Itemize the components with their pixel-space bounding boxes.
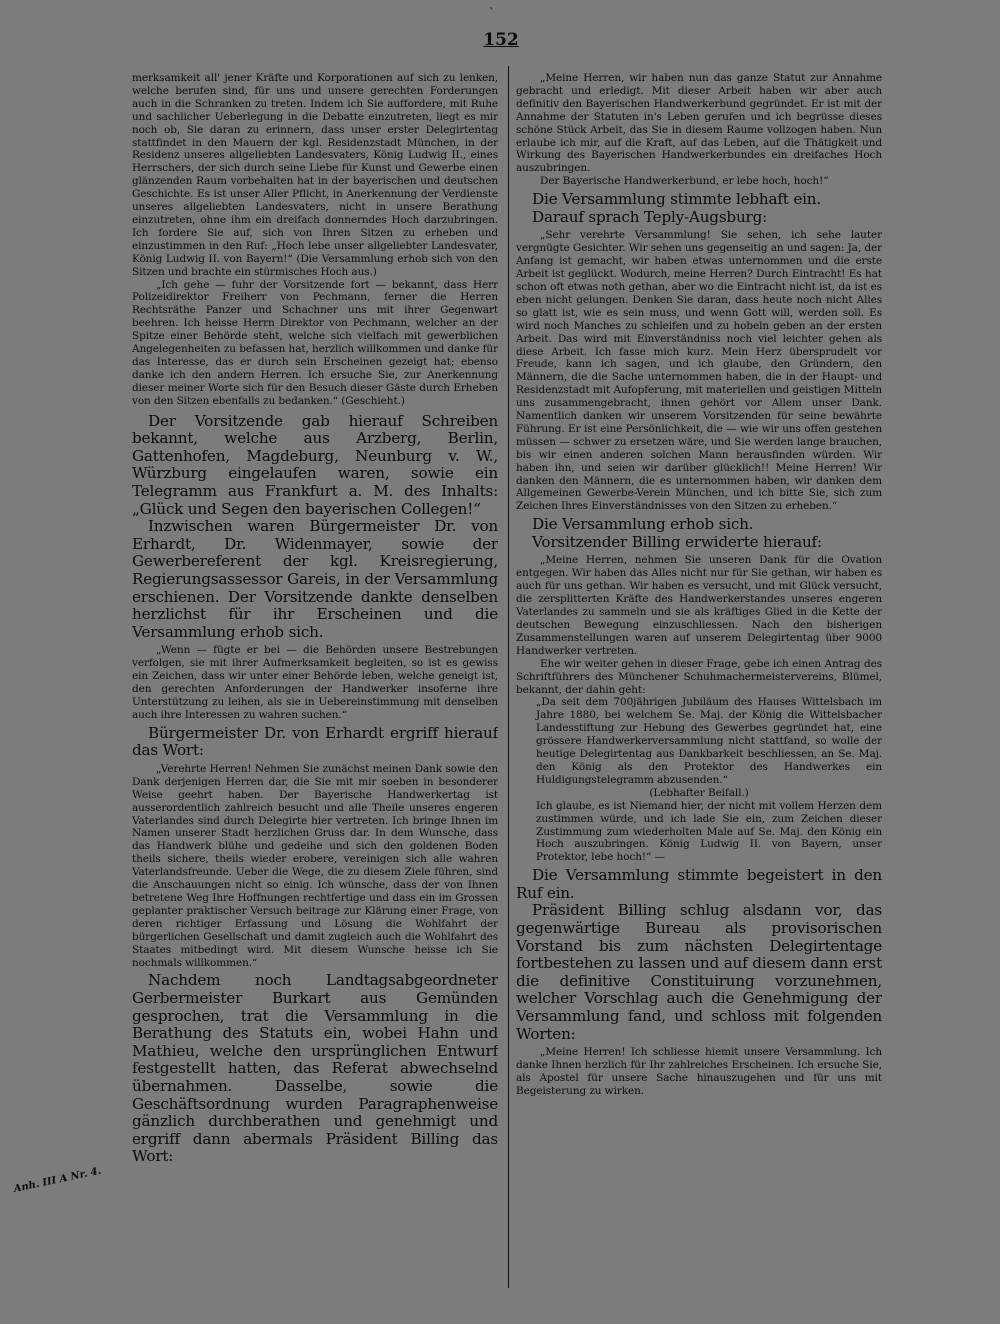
paragraph: „Ich gehe — fuhr der Vorsitzende fort — bekannt, dass Herr Polizeidirektor Freiherr von Pechmann, ferner die Herren Rechtsräthe Panzer und Schachner uns mit ihrer Gegenwart beehren. Ich heisse Herrn Direktor von Pechmann, welcher an der Spitze einer Behörde steht, welche sich vielfach mit gewerblichen Angelegenheiten zu befassen hat, herzlich willkommen und danke für das Interesse, das er durch sein Erscheinen gezeigt hat; ebenso danke ich den andern Herren. Ich ersuche Sie, zur Anerkennung dieser meiner Worte sich für den Besuch dieser Gäste durch Erheben von den Sitzen ebenfalls zu bedanken.“ (Geschieht.) [132,278,498,407]
paragraph: Der Bayerische Handwerkerbund, er lebe hoch, hoch!“ [540,175,829,188]
paragraph: Ehe wir weiter gehen in dieser Frage, gebe ich einen Antrag des Schriftführers des Münchener Schuhmachermeistervereins, Blümel, bekannt, der dahin geht: [516,657,882,696]
paragraph: Die Versammlung erhob sich. [532,515,754,534]
right-column [516,72,882,1290]
paragraph: Nachdem noch Landtagsabgeordneter Gerbermeister Burkart aus Gemünden gesprochen, trat die Versammlung in die Berathung des Statuts ein, wobei Hahn und Mathieu, welche den ursprünglichen Entwurf festgestellt hatten, das Referat abwechselnd übernahmen. Dasselbe, sowie die Geschäftsordnung wurden Paragraphenweise gänzlich durchberathen und genehmigt und ergriff dann abermals Präsident Billing das Wort: [132,971,498,1166]
paragraph: merksamkeit all' jener Kräfte und Korporationen auf sich zu lenken, welche berufen sind, für uns und unsere gerechten Forderungen auch in die Schranken zu treten. Indem ich Sie auffordere, mit Ruhe und sachlicher Ueberlegung in die Debatte einzutreten, liegt es mir noch ob, Sie daran zu erinnern, dass unser erster Delegirtentag stattfindet in den Mauern der kgl. Residenzstadt München, in der Residenz unseres allgeliebten Landesvaters, König Ludwig II., eines Herrschers, der sich durch seine Liebe für Kunst und Gewerbe einen glänzenden Raum vorbehalten hat in der bayerischen und deutschen Geschichte. Es ist unser Aller Pflicht, in Anerkennung der Verdienste unseres allgeliebten Landesvaters, nicht in unsere Berathung einzutreten, ohne ihm ein dreifach donnerndes Hoch darzubringen. Ich fordere Sie auf, sich von Ihren Sitzen zu erheben und einzustimmen in den Ruf: „Hoch lebe unser allgeliebter Landesvater, König Ludwig II. von Bayern!“ (Die Versammlung erhob sich von den Sitzen und brachte ein stürmisches Hoch aus.) [132,72,498,278]
paragraph: Darauf sprach Teply-Augsburg: [532,207,768,226]
paragraph: „Meine Herren, nehmen Sie unseren Dank für die Ovation entgegen. Wir haben das Alles nicht nur für Sie gethan, wir haben es auch für uns gethan. Wir haben es versucht, und mit Glück versucht, die zersplitterten Kräfte des Handwerkerstandes unseres engeren Vaterlandes zu sammeln und sie als kräftiges Glied in die Kette der deutschen Bewegung einzuschliessen. Nach den bisherigen Zusammenstellungen waren auf unserem Delegirtentag über 9000 Handwerker vertreten. [516,554,882,657]
paragraph: Ich glaube, es ist Niemand hier, der nicht mit vollem Herzen dem zustimmen würde, und ich lade Sie ein, zum Zeichen dieser Zustimmung zum wiederholten Male auf Se. Maj. den König ein Hoch auszubringen. König Ludwig II. von Bayern, unser Protektor, lebe hoch!“ — [536,799,882,864]
paragraph: „Meine Herren! Ich schliesse hiemit unsere Versammlung. Ich danke Ihnen herzlich für Ihr zahlreiches Erscheinen. Ich ersuche Sie, als Apostel für unsere Sache hinauszugehen und für uns mit Begeisterung zu wirken. [516,1046,882,1097]
paragraph: „Meine Herren, wir haben nun das ganze Statut zur Annahme gebracht und erledigt. Mit dieser Arbeit haben wir aber auch definitiv den Bayerischen Handwerkerbund gegründet. Er ist mit der Annahme der Statuten in's Leben gerufen und ich begrüsse dieses schöne Stück Arbeit, das Sie in diesem Raume vollzogen haben. Nun erlaube ich mir, auf die Kraft, auf das Leben, auf die Thätigkeit und Wirkung des Bayerischen Handwerkerbundes ein dreifaches Hoch auszubringen. [516,72,882,175]
paragraph: Vorsitzender Billing erwiderte hierauf: [532,532,822,551]
paragraph: Inzwischen waren Bürgermeister Dr. von Erhardt, Dr. Widenmayer, sowie der Gewerbereferent der kgl. Kreisregierung, Regierungsassessor Gareis, in der Versammlung erschienen. Der Vorsitzende dankte denselben herzlichst für ihr Erscheinen und die Versammlung erhob sich. [132,517,498,641]
left-column [132,72,498,1286]
paragraph: Die Versammlung stimmte lebhaft ein. [532,190,821,209]
applause-note: (Lebhafter Beifall.) [649,786,749,799]
paragraph: Die Versammlung stimmte begeistert in den Ruf ein. [516,866,882,902]
paragraph: „Verehrte Herren! Nehmen Sie zunächst meinen Dank sowie den Dank derjenigen Herren dar, die Sie mit mir soeben in besonderer Weise geehrt haben. Der Bayerische Handwerkertag ist ausserordentlich zahlreich besucht und alle Theile unseres engeren Vaterlandes sind durch Delegirte hier vertreten. Ich bringe Ihnen im Namen unserer Stadt herzlichen Gruss dar. In dem Wunsche, dass das Handwerk blühe und gedeihe und sich den goldenen Boden theils sichere, theils wieder erobere, vereinigen sich alle wahren Vaterlandsfreunde. Ueber die Wege, die zu diesem Ziele führen, sind die Anschauungen nicht so einig. Ich wünsche, dass der von Ihnen betretene Weg Ihre Hoffnungen rechtfertige und dass ein im Grossen geplanter praktischer Versuch beitrage zur Klärung einer Frage, von deren richtiger Erfassung und Lösung die Wohlfahrt der bürgerlichen Gesellschaft und damit zugleich auch die Wohlfahrt des Staates mitbedingt wird. Mit diesem Wunsche heisse ich Sie nochmals willkommen.“ [132,762,498,969]
quoted-motion: „Da seit dem 700jährigen Jubiläum des Hauses Wittelsbach im Jahre 1880, bei welchem Se. Maj. der König die Wittelsbacher Landesstiftung zur Hebung des Gewerbes gegründet hat, eine grössere Handwerkerversammlung nicht stattfand, so wolle der heutige Delegirtentag aus Dankbarkeit beschliessen, an Se. Maj. den König als den Protektor des Handwerkes ein Huldigungstelegramm abzusenden.“ [536,696,882,786]
paragraph: Bürgermeister Dr. von Erhardt ergriff hierauf das Wort: [132,723,498,760]
paragraph: Präsident Billing schlug alsdann vor, das gegenwärtige Bureau als provisorischen Vorstand bis zum nächsten Delegirtentage fortbestehen zu lassen und auf diesem dann erst die definitive Constituirung vorzunehmen, welcher Vorschlag auch die Genehmigung der Versammlung fand, und schloss mit folgenden Worten: [516,901,882,1043]
paragraph: Der Vorsitzende gab hierauf Schreiben bekannt, welche aus Arzberg, Berlin, Gattenhofen, Magdeburg, Neunburg v. W., Würzburg eingelaufen waren, sowie ein Telegramm aus Frankfurt a. M. des Inhalts: „Glück und Segen den bayerischen Collegen!“ [132,411,498,518]
page-number: 152 [483,30,519,50]
paragraph: „Wenn — fügte er bei — die Behörden unsere Bestrebungen verfolgen, sie mit ihrer Aufmerksamkeit begleiten, so ist es gewiss ein Zeichen, dass wir unter einer Behörde leben, welche geneigt ist, den gerechten Anforderungen der Handwerker insoferne ihre Unterstützung zu leihen, als sie in Uebereinstimmung mit denselben auch ihre Interessen zu wahren suchen.“ [132,644,498,721]
top-mark: ` [489,6,495,20]
paragraph: „Sehr verehrte Versammlung! Sie sehen, ich sehe lauter vergnügte Gesichter. Wir sehen uns gegenseitig an und sagen: Ja, der Anfang ist gemacht, wir haben etwas unternommen und die erste Arbeit ist geglückt. Wodurch, meine Herren? Durch Eintracht! Es hat schon oft etwas noth gethan, aber wo die Eintracht nicht ist, da ist es eben nicht gelungen. Denken Sie daran, dass heute noch nicht Alles so glatt ist, wie es sein muss, und wenn Gott will, werden soll. Es wird noch Manches zu schleifen und zu hobeln geben an der ersten Arbeit. Das wird mit Einverständniss noch viel leichter gehen als diese Arbeit. Ich fasse mich kurz. Mein Herz übersprudelt vor Freude, kann ich sagen, und ich glaube, den Gründern, den Männern, die die Sache unternommen haben, die in der Haupt- und Residenzstadt mit Aufopferung, mit materiellen und geistigen Mitteln uns zusammengebracht, ihnen gehört vor Allem unser Dank. Namentlich danken wir unserem Vorsitzenden für seine bewährte Führung. Er ist eine Persönlichkeit, die — wie wir uns offen gestehen müssen — schwer zu ersetzen wäre, und Sie werden lange brauchen, bis wir einen anderen solchen Mann herausfinden würden. Wir haben ihn, und seien wir darüber glücklich!! Meine Herren! Wir danken den Männern, die es unternommen haben, wir danken dem Allgemeinen Gewerbe-Verein München, und ich bitte Sie, sich zum Zeichen Ihres Einverständnisses von den Sitzen zu erheben.“ [516,229,882,513]
margin-note: Anh. III A Nr. 4. [12,1165,103,1195]
column-divider [508,66,509,1288]
